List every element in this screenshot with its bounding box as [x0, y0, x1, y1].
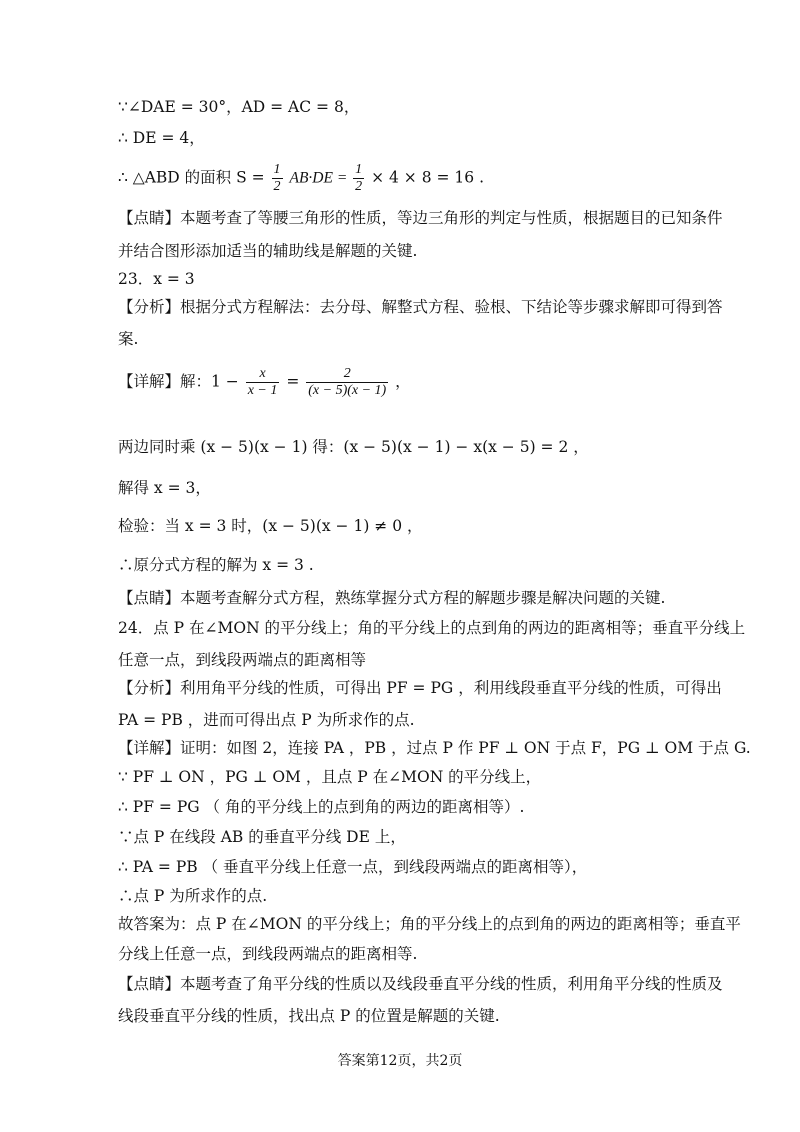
text-line: PA = PB ，进而可得出点 P 为所求作的点. [118, 711, 415, 729]
text-line: ∴点 P 为所求作的点. [118, 887, 268, 905]
fraction-denominator: 2 [355, 179, 363, 194]
text-line: 【详解】证明：如图 2，连接 PA ，PB ，过点 P 作 PF ⊥ ON 于点 F，PG ⊥ OM 于点 G. [118, 739, 751, 757]
text-line: ∵ PF ⊥ ON ，PG ⊥ OM ，且点 P 在∠MON 的平分线上， [118, 768, 542, 786]
text-line: 两边同时乘 (x − 5)(x − 1) 得：(x − 5)(x − 1) − x(x − 5) = 2 ， [118, 438, 589, 456]
fraction-denominator: x − 1 [247, 383, 278, 398]
fraction [353, 162, 364, 195]
equation-line [118, 366, 690, 399]
fraction-numerator: 2 [306, 366, 388, 383]
fraction [246, 366, 280, 399]
text-line: 【分析】利用角平分线的性质，可得出 PF = PG ，利用线段垂直平分线的性质，可得出 [118, 679, 722, 697]
question-number-24: 24．点 P 在∠MON 的平分线上；角的平分线上的点到角的两边的距离相等；垂直平分线上 [118, 619, 746, 637]
text-line: 并结合图形添加适当的辅助线是解题的关键. [118, 242, 418, 260]
fraction-denominator: 2 [273, 179, 281, 194]
text-line: ∵∠DAE = 30°，AD = AC = 8， [118, 98, 360, 116]
fraction [272, 162, 283, 195]
fraction [306, 366, 388, 399]
text-line: 故答案为：点 P 在∠MON 的平分线上；角的平分线上的点到角的两边的距离相等；垂直平 [118, 915, 741, 933]
fraction-denominator: (x − 5)(x − 1) [308, 383, 387, 398]
text-line: 【点睛】本题考查了角平分线的性质以及线段垂直平分线的性质，利用角平分线的性质及 [118, 975, 723, 993]
text-line: ∴ PF = PG （ 角的平分线上的点到角的两边的距离相等）. [118, 798, 525, 816]
fraction-numerator: 1 [273, 162, 281, 177]
fraction-numerator: x [246, 366, 280, 383]
text-line: 线段垂直平分线的性质，找出点 P 的位置是解题的关键. [118, 1007, 500, 1025]
text-segment: AB·DE = [289, 169, 352, 187]
text-line: 【分析】根据分式方程解法：去分母、解整式方程、验根、下结论等步骤求解即可得到答 [118, 298, 723, 316]
page-footer: 答案第12页，共2页 [337, 1053, 463, 1069]
text-line: ∴原分式方程的解为 x = 3 . [118, 556, 314, 574]
area-formula-line [118, 162, 690, 195]
text-segment: ， [395, 372, 411, 391]
text-line: ∴ DE = 4， [118, 129, 205, 147]
text-line: 案. [118, 330, 139, 348]
text-line: 解得 x = 3， [118, 479, 211, 497]
text-line: 【点睛】本题考查解分式方程，熟练掌握分式方程的解题步骤是解决问题的关键. [118, 589, 666, 607]
fraction-numerator: 1 [355, 162, 363, 177]
text-segment: ∴ △ABD 的面积 S = [118, 168, 270, 187]
text-line: 分线上任意一点，到线段两端点的距离相等. [118, 945, 418, 963]
text-segment: = [286, 372, 305, 391]
text-segment: 【详解】解：1 − [118, 372, 244, 391]
text-segment: × 4 × 8 = 16 . [371, 168, 485, 187]
text-line: ∴ PA = PB （ 垂直平分线上任意一点，到线段两端点的距离相等）， [118, 858, 588, 876]
text-line: 检验：当 x = 3 时，(x − 5)(x − 1) ≠ 0 ， [118, 517, 423, 535]
text-line: 任意一点，到线段两端点的距离相等 [118, 651, 367, 669]
question-number-23: 23．x = 3 [118, 270, 195, 288]
text-line: 【点睛】本题考查了等腰三角形的性质，等边三角形的判定与性质，根据题目的已知条件 [118, 209, 723, 227]
text-line: ∵点 P 在线段 AB 的垂直平分线 DE 上， [118, 828, 406, 846]
